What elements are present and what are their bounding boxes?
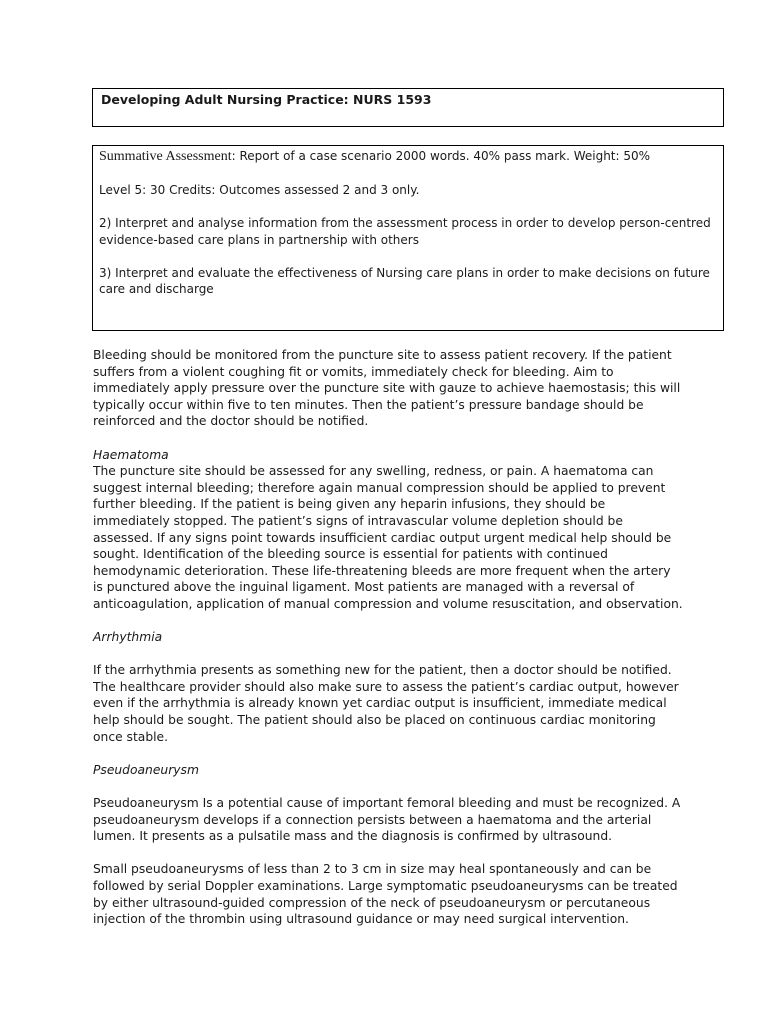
assessment-text: : Report of a case scenario 2000 words. 40% pass mark. Weight: 50% [231,149,651,163]
assessment-line [99,148,715,166]
haematoma-paragraph: The puncture site should be assessed for any swelling, redness, or pain. A haematoma can suggest internal bleeding; therefore again manual compression should be applied to prevent further bleeding. If the patient is being given any heparin infusions, they should be immediately stopped. The patient’s signs of intravascular volume depletion should be assessed. If any signs point towards insufficient cardiac output urgent medical help should be sought. Identification of the bleeding source is essential for patients with continued hemodynamic deterioration. These life-threatening bleeds are more frequent when the artery is punctured above the inguinal ligament. Most patients are managed with a reversal of anticoagulation, application of manual compression and volume resuscitation, and observation. [93,464,683,611]
arrhythmia-heading: Arrhythmia [93,630,163,645]
assessment-label: Summative Assessment [99,149,232,164]
pseudoaneurysm-paragraph-1: Pseudoaneurysm Is a potential cause of important femoral bleeding and must be recognized. A pseudoaneurysm develops if a connection persists between a haematoma and the arterial lumen. It presents as a pulsatile mass and the diagnosis is confirmed by ultrasound. [93,796,681,844]
outcome-2: 2) Interpret and analyse information from the assessment process in order to develop person-centred evidence-based care plans in partnership with others [99,216,711,247]
bleeding-paragraph: Bleeding should be monitored from the puncture site to assess patient recovery. If the patient suffers from a violent coughing fit or vomits, immediately check for bleeding. Aim to immediately apply pressure over the puncture site with gauze to achieve haemostasis; this will typically occur within five to ten minutes. Then the patient’s pressure bandage should be reinforced and the doctor should be notified. [93,348,681,429]
assessment-summary-box [92,145,724,331]
arrhythmia-paragraph: If the arrhythmia presents as something new for the patient, then a doctor should be notified. The healthcare provider should also make sure to assess the patient’s cardiac output, however even if the arrhythmia is already known yet cardiac output is insufficient, immediate medical help should be sought. The patient should also be placed on continuous cardiac monitoring once stable. [93,663,679,744]
module-title-box [92,88,724,127]
haematoma-heading: Haematoma [93,447,169,462]
pseudoaneurysm-paragraph-2: Small pseudoaneurysms of less than 2 to 3 cm in size may heal spontaneously and can be followed by serial Doppler examinations. Large symptomatic pseudoaneurysms can be treated by either ultrasound-guided compression of the neck of pseudoaneurysm or percutaneous injection of the thrombin using ultrasound guidance or may need surgical intervention. [93,862,678,927]
body-text [93,347,683,944]
level-line: Level 5: 30 Credits: Outcomes assessed 2 and 3 only. [99,183,420,197]
pseudoaneurysm-heading: Pseudoaneurysm [93,762,199,777]
module-title: Developing Adult Nursing Practice: NURS 1593 [101,92,432,107]
outcome-3: 3) Interpret and evaluate the effectiveness of Nursing care plans in order to make decisions on future care and discharge [99,265,710,296]
